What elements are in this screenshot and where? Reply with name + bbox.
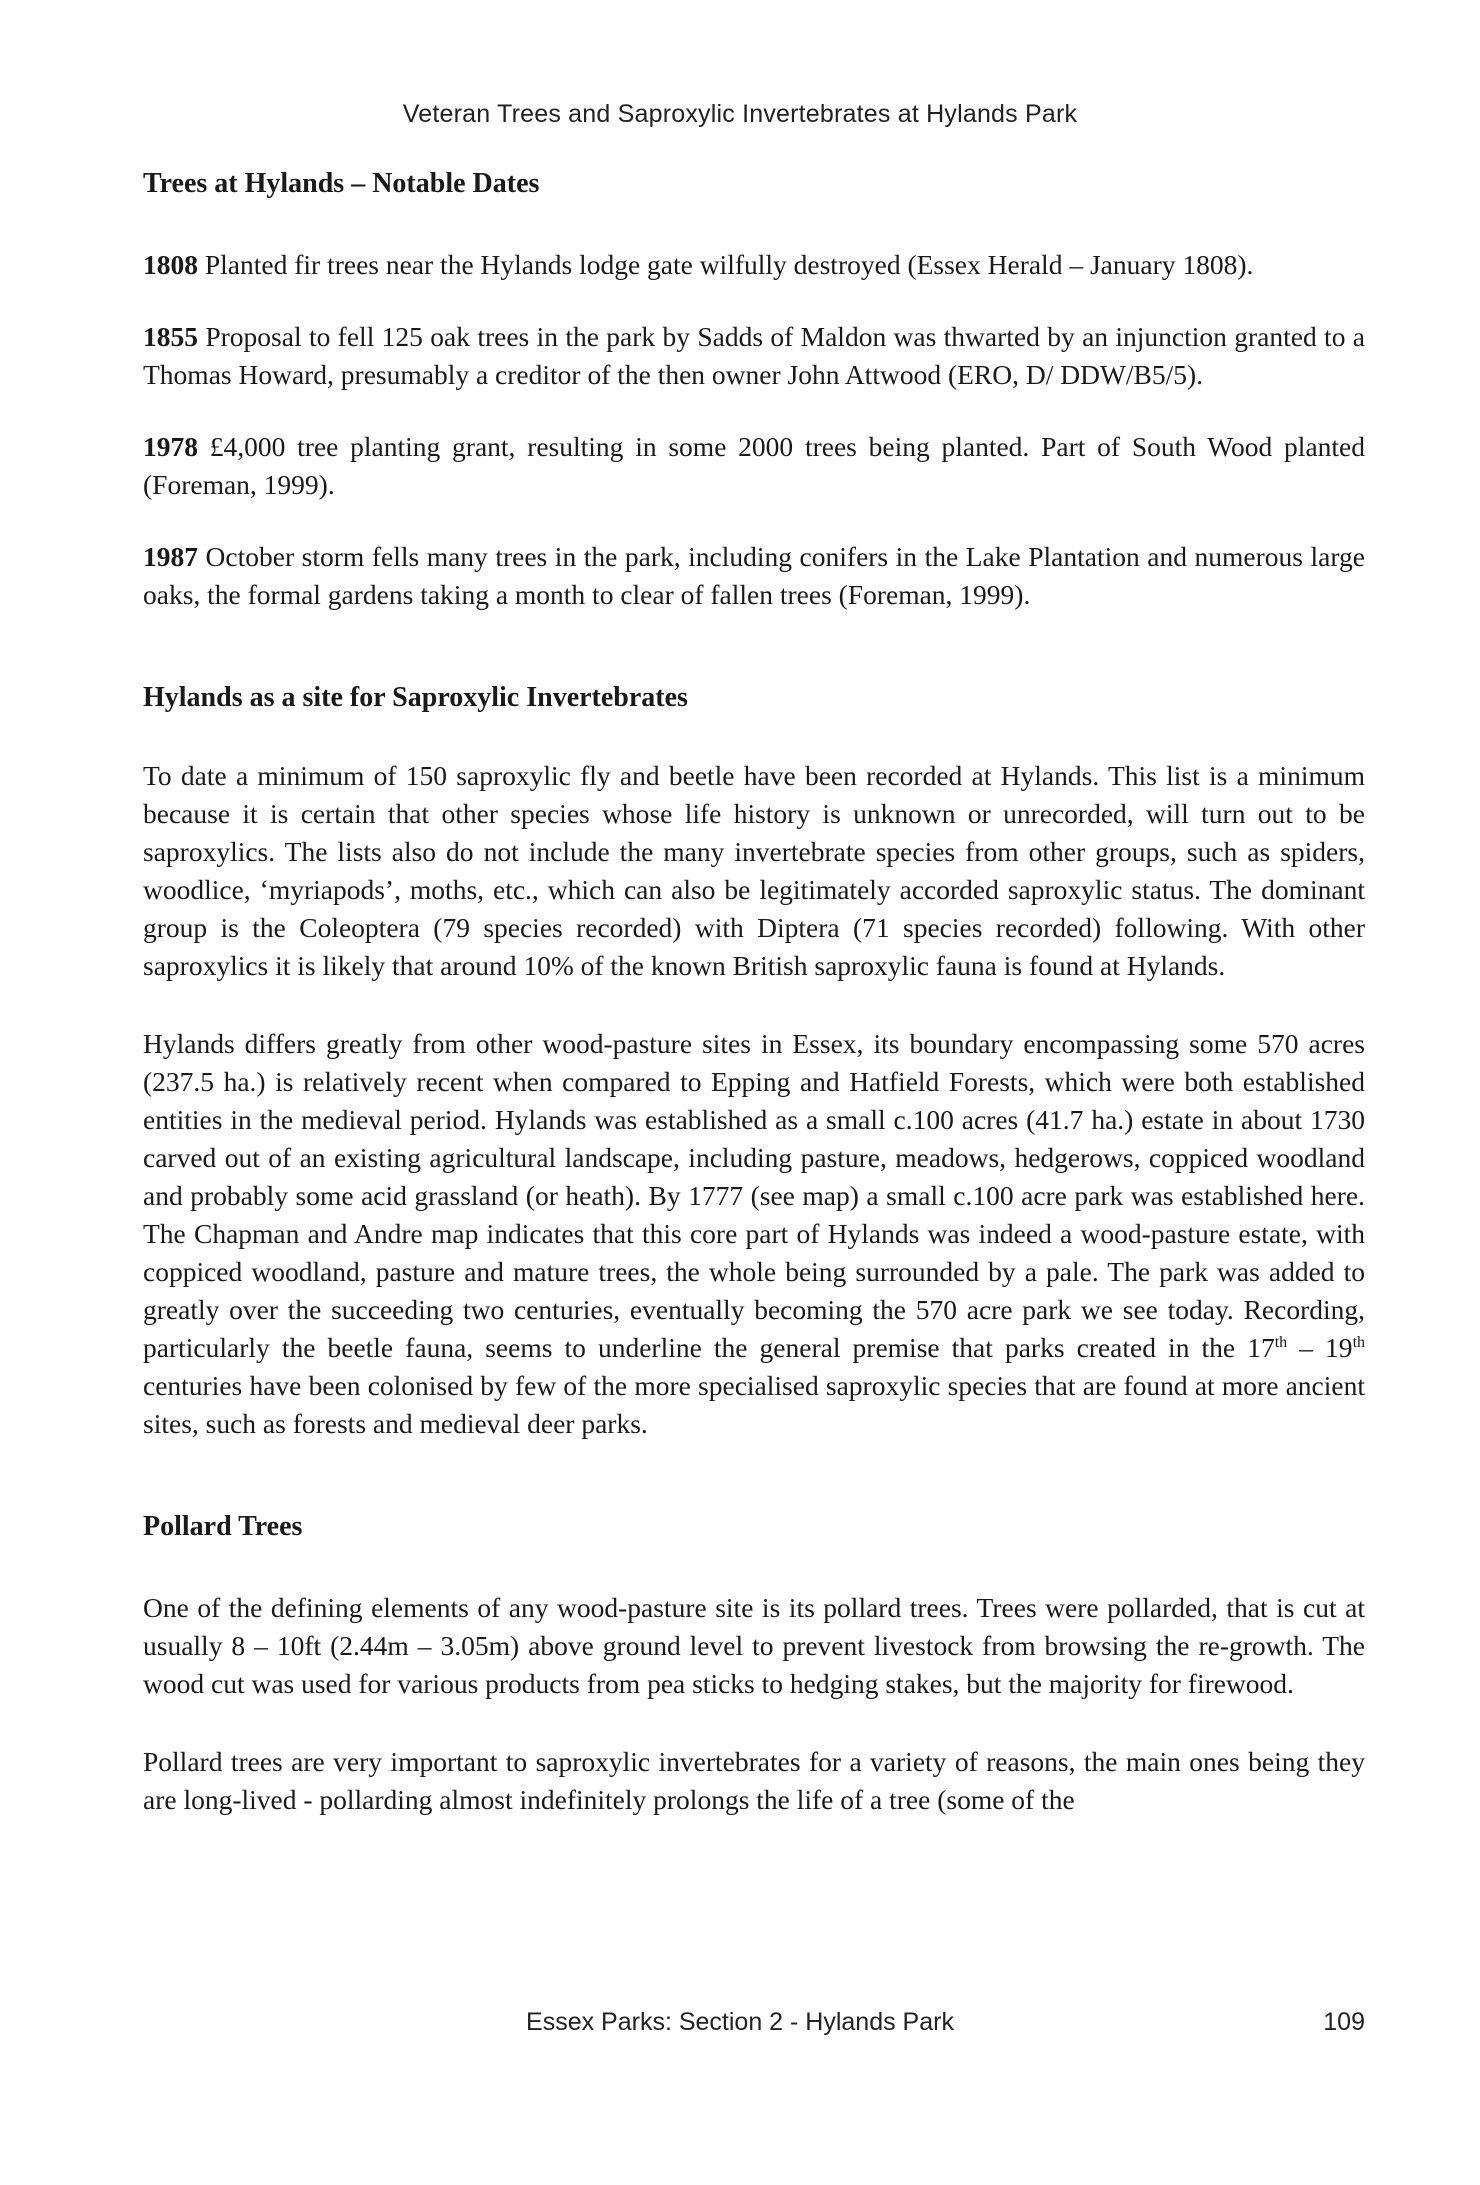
ordinal-superscript: th <box>1274 1333 1288 1351</box>
entry-year: 1808 <box>143 249 198 281</box>
date-entry <box>143 428 1365 504</box>
entry-year: 1855 <box>143 321 198 353</box>
section-heading-saproxylic: Hylands as a site for Saproxylic Invertebrates <box>143 682 688 714</box>
body-paragraph <box>143 1025 1365 1443</box>
entry-text: Proposal to fell 125 oak trees in the park by Sadds of Maldon was thwarted by an injunction granted to a Thomas Howard, presumably a creditor of the then owner John Attwood (ERO, D/ DDW/B5/5). <box>143 321 1365 391</box>
entry-year: 1978 <box>143 431 198 463</box>
body-paragraph: To date a minimum of 150 saproxylic fly and beetle have been recorded at Hylands. This list is a minimum because it is certain that other species whose life history is unknown or unrecorded, will turn out to be saproxylics. The lists also do not include the many invertebrate species from other groups, such as spiders, woodlice, ‘myriapods’, moths, etc., which can also be legitimately accorded saproxylic status. The dominant group is the Coleoptera (79 species recorded) with Diptera (71 species recorded) following. With other saproxylics it is likely that around 10% of the known British saproxylic fauna is found at Hylands. <box>143 759 1365 981</box>
entry-text: Planted fir trees near the Hylands lodge gate wilfully destroyed (Essex Herald – January 1808). <box>198 249 1254 281</box>
section-heading-pollard-trees: Pollard Trees <box>143 1510 303 1542</box>
paragraph-text: centuries have been colonised by few of the more specialised saproxylic species that are found at more ancient sites, such as forests and medieval deer parks. <box>143 1369 1365 1439</box>
date-entry <box>143 538 1365 614</box>
entry-text: October storm fells many trees in the park, including conifers in the Lake Plantation and numerous large oaks, the formal gardens taking a month to clear of fallen trees (Foreman, 1999). <box>143 541 1365 611</box>
paragraph-text: Hylands differs greatly from other wood-pasture sites in Essex, its boundary encompassing some 570 acres (237.5 ha.) is relatively recent when compared to Epping and Hatfield Forests, which were both established entities in the medieval period. Hylands was established as a small c.100 acres (41.7 ha.) estate in about 1730 carved out of an existing agricultural landscape, including pasture, meadows, hedgerows, coppiced woodland and probably some acid grassland (or heath). By 1777 (see map) a small c.100 acre park was established here. The Chapman and Andre map indicates that this core part of Hylands was indeed a wood-pasture estate, with coppiced woodland, pasture and mature trees, the whole being surrounded by a pale. The park was added to greatly over the succeeding two centuries, eventually becoming the 570 acre park we see today. Recording, particularly the beetle fauna, seems to underline the general premise that parks created in the 17 <box>143 1027 1365 1363</box>
section-heading-notable-dates: Trees at Hylands – Notable Dates <box>143 168 540 199</box>
entry-text: £4,000 tree planting grant, resulting in some 2000 trees being planted. Part of South Wood planted (Foreman, 1999). <box>143 431 1365 501</box>
footer-title: Essex Parks: Section 2 - Hylands Park <box>526 2008 954 2036</box>
paragraph-text: – 19 <box>1287 1331 1353 1363</box>
entry-year: 1987 <box>143 541 198 573</box>
date-entry <box>143 318 1365 394</box>
ordinal-superscript: th <box>1352 1333 1366 1351</box>
date-entry <box>143 246 1365 284</box>
body-paragraph: Pollard trees are very important to saproxylic invertebrates for a variety of reasons, the main ones being they are long-lived - pollarding almost indefinitely prolongs the life of a tree (some of the <box>143 1746 1365 1816</box>
body-paragraph: One of the defining elements of any wood-pasture site is its pollard trees. Trees were pollarded, that is cut at usually 8 – 10ft (2.44m – 3.05m) above ground level to prevent livestock from browsing the re-growth. The wood cut was used for various products from pea sticks to hedging stakes, but the majority for firewood. <box>143 1592 1365 1700</box>
page-number: 109 <box>1323 2008 1365 2036</box>
page-body <box>143 166 1365 1819</box>
running-header: Veteran Trees and Saproxylic Invertebrates at Hylands Park <box>402 100 1078 128</box>
